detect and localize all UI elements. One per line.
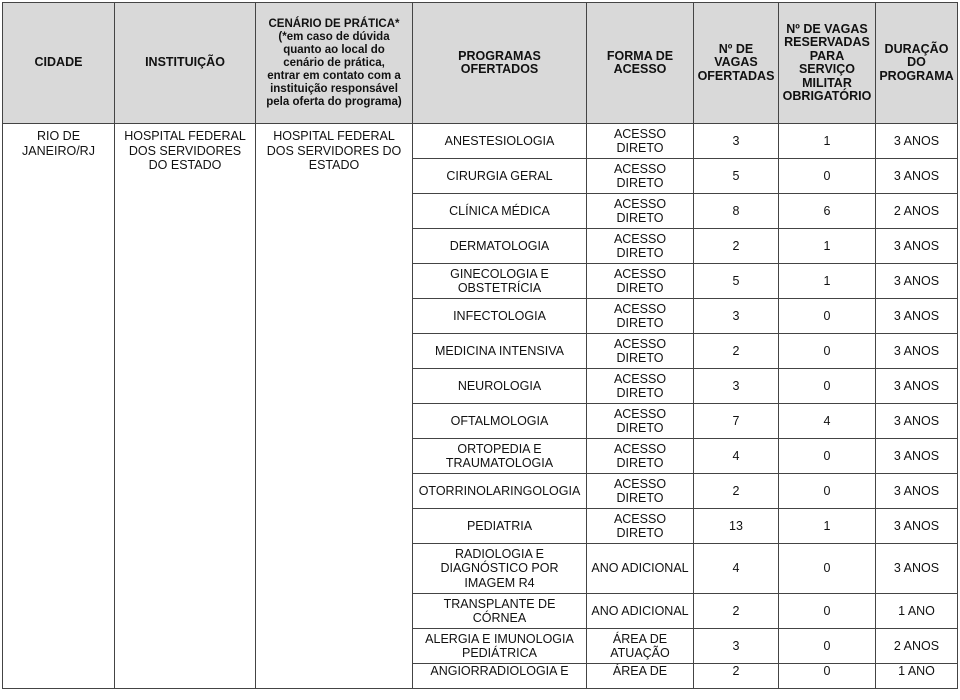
duracao-cell: 1 ANO [876, 664, 958, 689]
vagas-ofertadas-cell: 2 [694, 664, 779, 689]
vagas-reservadas-cell: 0 [779, 544, 876, 594]
duracao-cell: 3 ANOS [876, 264, 958, 299]
duracao-cell: 3 ANOS [876, 369, 958, 404]
duracao-cell: 3 ANOS [876, 439, 958, 474]
programa-cell: DERMATOLOGIA [413, 229, 587, 264]
programa-cell: GINECOLOGIA E OBSTETRÍCIA [413, 264, 587, 299]
header-vagas-reservadas: Nº DE VAGAS RESERVADAS PARA SERVIÇO MILITAR OBRIGATÓRIO [779, 3, 876, 124]
vagas-reservadas-cell: 0 [779, 629, 876, 664]
forma-acesso-cell: ANO ADICIONAL [587, 594, 694, 629]
header-cidade: CIDADE [3, 3, 115, 124]
forma-acesso-cell: ACESSO DIRETO [587, 439, 694, 474]
vagas-reservadas-cell: 0 [779, 299, 876, 334]
programa-cell: CLÍNICA MÉDICA [413, 194, 587, 229]
programa-cell: ALERGIA E IMUNOLOGIA PEDIÁTRICA [413, 629, 587, 664]
programa-cell: ANGIORRADIOLOGIA E [413, 664, 587, 689]
vagas-ofertadas-cell: 13 [694, 509, 779, 544]
vagas-ofertadas-cell: 2 [694, 474, 779, 509]
vagas-reservadas-cell: 0 [779, 664, 876, 689]
duracao-cell: 3 ANOS [876, 509, 958, 544]
vagas-ofertadas-cell: 3 [694, 369, 779, 404]
cidade-cell: RIO DE JANEIRO/RJ [3, 124, 115, 689]
vagas-reservadas-cell: 0 [779, 439, 876, 474]
programa-cell: PEDIATRIA [413, 509, 587, 544]
programa-cell: RADIOLOGIA E DIAGNÓSTICO POR IMAGEM R4 [413, 544, 587, 594]
duracao-cell: 3 ANOS [876, 474, 958, 509]
vagas-reservadas-cell: 1 [779, 264, 876, 299]
forma-acesso-cell: ACESSO DIRETO [587, 124, 694, 159]
vagas-reservadas-cell: 0 [779, 594, 876, 629]
programa-cell: OTORRINOLARINGOLOGIA [413, 474, 587, 509]
vagas-ofertadas-cell: 2 [694, 334, 779, 369]
forma-acesso-cell: ACESSO DIRETO [587, 509, 694, 544]
vagas-reservadas-cell: 0 [779, 474, 876, 509]
vagas-ofertadas-cell: 8 [694, 194, 779, 229]
duracao-cell: 3 ANOS [876, 124, 958, 159]
table-row [3, 124, 958, 159]
vagas-ofertadas-cell: 4 [694, 439, 779, 474]
vagas-reservadas-cell: 6 [779, 194, 876, 229]
vagas-reservadas-cell: 1 [779, 509, 876, 544]
duracao-cell: 3 ANOS [876, 159, 958, 194]
header-instituicao: INSTITUIÇÃO [115, 3, 256, 124]
duracao-cell: 2 ANOS [876, 629, 958, 664]
vagas-reservadas-cell: 0 [779, 369, 876, 404]
vagas-ofertadas-cell: 3 [694, 629, 779, 664]
residency-programs-table [2, 2, 958, 689]
header-forma-acesso: FORMA DE ACESSO [587, 3, 694, 124]
programa-cell: NEUROLOGIA [413, 369, 587, 404]
header-duracao: DURAÇÃO DO PROGRAMA [876, 3, 958, 124]
forma-acesso-cell: ACESSO DIRETO [587, 334, 694, 369]
programa-cell: ORTOPEDIA E TRAUMATOLOGIA [413, 439, 587, 474]
forma-acesso-cell: ANO ADICIONAL [587, 544, 694, 594]
programa-cell: MEDICINA INTENSIVA [413, 334, 587, 369]
duracao-cell: 1 ANO [876, 594, 958, 629]
forma-acesso-cell: ACESSO DIRETO [587, 159, 694, 194]
vagas-ofertadas-cell: 3 [694, 299, 779, 334]
vagas-ofertadas-cell: 2 [694, 229, 779, 264]
forma-acesso-cell: ACESSO DIRETO [587, 369, 694, 404]
header-cenario: CENÁRIO DE PRÁTICA* (*em caso de dúvida quanto ao local do cenário de prática, entrar em contato com a instituição responsável pela oferta do programa) [256, 3, 413, 124]
instituicao-cell: HOSPITAL FEDERAL DOS SERVIDORES DO ESTADO [115, 124, 256, 689]
header-row [3, 3, 958, 124]
vagas-ofertadas-cell: 3 [694, 124, 779, 159]
vagas-ofertadas-cell: 4 [694, 544, 779, 594]
header-programas: PROGRAMAS OFERTADOS [413, 3, 587, 124]
forma-acesso-cell: ACESSO DIRETO [587, 194, 694, 229]
vagas-reservadas-cell: 1 [779, 124, 876, 159]
programa-cell: TRANSPLANTE DE CÓRNEA [413, 594, 587, 629]
vagas-ofertadas-cell: 5 [694, 264, 779, 299]
header-vagas-ofertadas: Nº DE VAGAS OFERTADAS [694, 3, 779, 124]
vagas-reservadas-cell: 0 [779, 159, 876, 194]
vagas-reservadas-cell: 4 [779, 404, 876, 439]
duracao-cell: 3 ANOS [876, 334, 958, 369]
duracao-cell: 3 ANOS [876, 404, 958, 439]
forma-acesso-cell: ACESSO DIRETO [587, 229, 694, 264]
forma-acesso-cell: ACESSO DIRETO [587, 474, 694, 509]
forma-acesso-cell: ÁREA DE [587, 664, 694, 689]
cenario-cell: HOSPITAL FEDERAL DOS SERVIDORES DO ESTADO [256, 124, 413, 689]
duracao-cell: 2 ANOS [876, 194, 958, 229]
programa-cell: INFECTOLOGIA [413, 299, 587, 334]
duracao-cell: 3 ANOS [876, 299, 958, 334]
duracao-cell: 3 ANOS [876, 229, 958, 264]
vagas-reservadas-cell: 1 [779, 229, 876, 264]
vagas-ofertadas-cell: 5 [694, 159, 779, 194]
forma-acesso-cell: ACESSO DIRETO [587, 404, 694, 439]
duracao-cell: 3 ANOS [876, 544, 958, 594]
vagas-ofertadas-cell: 7 [694, 404, 779, 439]
programa-cell: OFTALMOLOGIA [413, 404, 587, 439]
vagas-reservadas-cell: 0 [779, 334, 876, 369]
programa-cell: ANESTESIOLOGIA [413, 124, 587, 159]
forma-acesso-cell: ÁREA DE ATUAÇÃO [587, 629, 694, 664]
vagas-ofertadas-cell: 2 [694, 594, 779, 629]
forma-acesso-cell: ACESSO DIRETO [587, 299, 694, 334]
programa-cell: CIRURGIA GERAL [413, 159, 587, 194]
forma-acesso-cell: ACESSO DIRETO [587, 264, 694, 299]
table-body [3, 124, 958, 689]
